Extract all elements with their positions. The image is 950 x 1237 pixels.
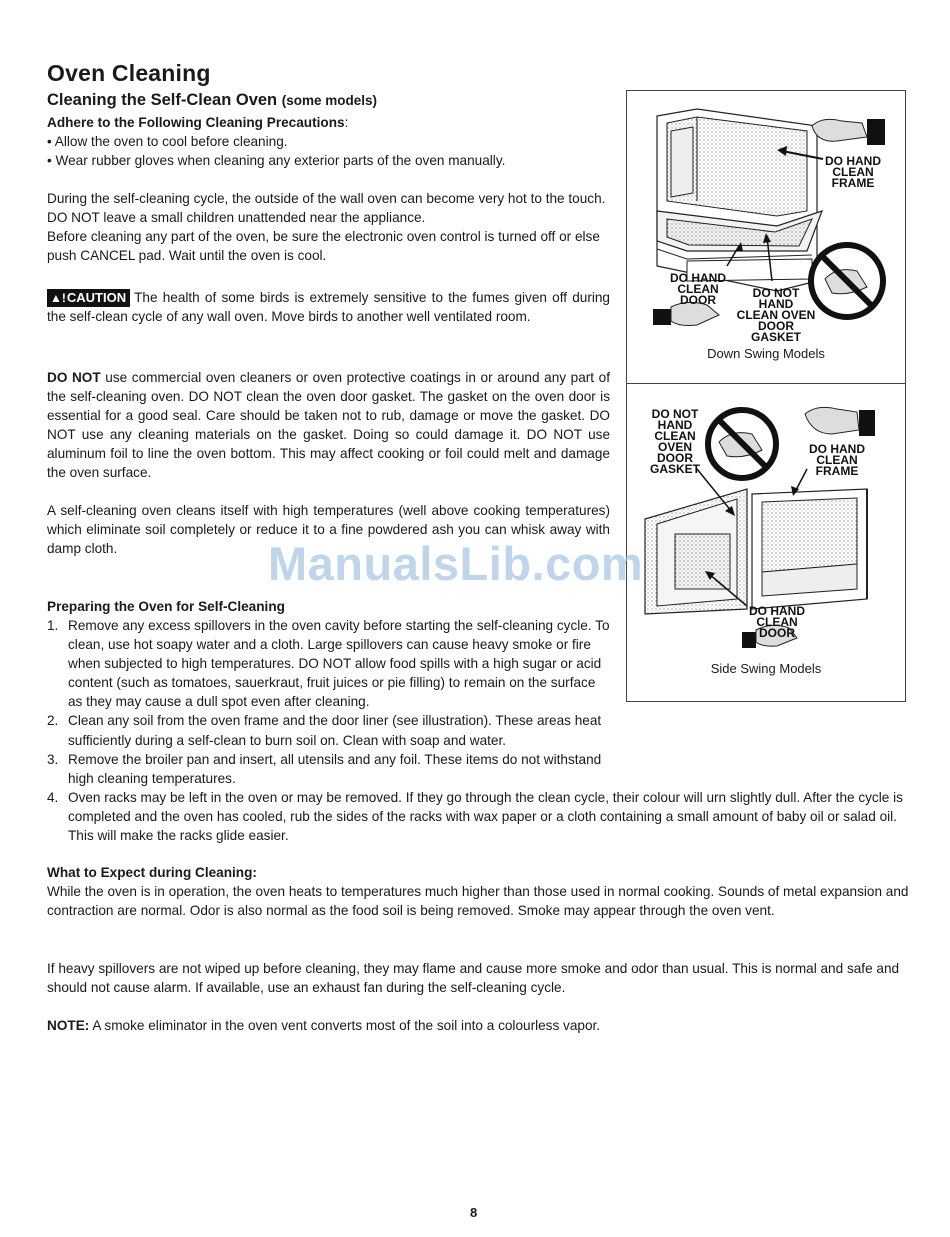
page-title: Oven Cleaning (47, 60, 211, 86)
step-number: 4. (47, 790, 59, 805)
list-item (47, 750, 612, 788)
bullet-item: • Allow the oven to cool before cleaning. (47, 134, 288, 150)
caption-side-swing: Side Swing Models (710, 661, 822, 676)
warning-triangle-icon: ▲! (50, 291, 66, 305)
list-item (47, 788, 907, 845)
caution-text: The health of some birds is extremely sensitive to the fumes given off during the self-clean cycle of any wall oven. Move birds to another well ventilated room. (47, 290, 610, 325)
glove-icon (812, 119, 885, 145)
label-line: CLEAN DOOR (756, 615, 798, 640)
step-text: Clean any soil from the oven frame and the door liner (see illustration). These areas heat sufficiently during a self-clean to burn soil on. Clean with soap and water. (68, 713, 602, 748)
label-line: GASKET (649, 462, 700, 476)
watermark: ManualsLib.com (268, 537, 644, 590)
precautions-heading (47, 113, 612, 132)
step-number: 3. (47, 751, 59, 767)
prohibited-icon (811, 245, 883, 317)
label-line: DO NOT (752, 286, 800, 300)
label-hand-clean-frame (818, 156, 888, 189)
label-hand-clean-door-side (738, 606, 816, 639)
step-text: Oven racks may be left in the oven or may be removed. If they go through the clean cycle, their colour will urn slightly dull. After the cycle is completed and the oven has cooled, rub the sides of the racks with wax paper or a cloth containing a small amount of baby oil or salad oil. This will make the racks glide easier. (68, 790, 903, 844)
label-line: DO HAND (825, 154, 881, 168)
caution-label: CAUTION (66, 290, 127, 305)
label-not-clean-gasket-side (638, 409, 712, 475)
expect-paragraph: While the oven is in operation, the oven heats to temperatures much higher than those used in normal cooking. Sounds of metal expansion and contraction are normal. Odor is also normal as the food soil is being removed. Smoke may appear through the oven vent. (47, 884, 909, 919)
preparing-heading: Preparing the Oven for Self-Cleaning (47, 599, 285, 614)
caution-badge (47, 289, 130, 307)
section-heading-text: Cleaning the Self-Clean Oven (47, 91, 278, 109)
step-number: 2. (47, 713, 59, 729)
precautions-block (47, 113, 612, 170)
preparing-steps (47, 616, 612, 788)
step-text: Remove any excess spillovers in the oven cavity before starting the self-cleaning cycle. To clean, use hot soapy water and a cloth. Large spillovers can cause heavy smoke or fire when subjected to high temperatures. DO NOT allow food spills with a high sugar or acid content (such as tomatoes, sauerkraut, fruit juices or pie filling) to remain on the surface as they may cause a dull spot even after cleaning. (68, 618, 610, 710)
label-line: CLEAN OVEN (736, 308, 816, 322)
list-item (47, 711, 612, 749)
prohibited-icon (708, 410, 776, 478)
self-clean-paragraph: A self-cleaning oven cleans itself with high temperatures (well above cooking temperatures) which eliminate soil completely or reduce it to a fine powdered ash you can whisk away with damp cloth. (47, 503, 610, 557)
label-not-clean-gasket (734, 288, 818, 343)
note-paragraph (47, 1016, 909, 1035)
expect-paragraph: If heavy spillovers are not wiped up before cleaning, they may flame and cause more smoke and odor than usual. This is normal and safe and should not cause alarm. If available, use an exhaust fan during the self-cleaning cycle. (47, 961, 900, 996)
donot-paragraph (47, 368, 610, 483)
intro-paragraphs (47, 189, 610, 265)
caution-paragraph (47, 288, 610, 326)
label-line: CLEAN OVEN (654, 429, 696, 454)
note-label: NOTE: (47, 1018, 90, 1033)
label-hand-clean-frame-side (797, 444, 877, 477)
list-item (47, 616, 612, 711)
section-heading-note: (some models) (281, 93, 378, 108)
label-line: CLEAN DOOR (677, 282, 719, 307)
label-line: CLEAN FRAME (831, 165, 875, 190)
note-text: A smoke eliminator in the oven vent converts most of the soil into a colourless vapor. (92, 1018, 601, 1033)
glove-icon (805, 407, 875, 436)
donot-text: use commercial oven cleaners or oven protective coatings in or around any part of the self-cleaning oven. DO NOT clean the oven door gasket. The gasket on the oven door is essential for a good seal. Care should be taken not to rub, damage or move the gasket. DO NOT use any cleaning materials on the gasket. Doing so could damage it. DO NOT use aluminum foil to line the oven bottom. This may affect cooking or foil could melt and damage the oven surface. (47, 370, 610, 481)
precautions-heading-text: Adhere to the Following Cleaning Precautions (47, 115, 345, 130)
paragraph: Before cleaning any part of the oven, be sure the electronic oven control is turned off or else push CANCEL pad. Wait until the oven is cool. (47, 229, 600, 264)
section-heading (47, 91, 377, 110)
page-number: 8 (470, 1205, 478, 1220)
label-line: DOOR (657, 451, 693, 465)
expect-heading: What to Expect during Cleaning: (47, 865, 257, 880)
label-hand-clean-door (659, 273, 737, 306)
step-number: 1. (47, 618, 59, 633)
label-line: DO NOT (651, 407, 699, 421)
bullet-item: • Wear rubber gloves when cleaning any exterior parts of the oven manually. (47, 153, 506, 169)
label-line: HAND (758, 297, 794, 311)
preparing-steps-wide (47, 788, 907, 845)
paragraph: During the self-cleaning cycle, the outside of the wall oven can become very hot to the touch. DO NOT leave a small children unattended near the appliance. (47, 191, 606, 226)
label-line: DO HAND (809, 442, 865, 456)
label-line: CLEAN FRAME (815, 453, 859, 478)
donot-label: DO NOT (47, 370, 101, 385)
step-text: Remove the broiler pan and insert, all utensils and any foil. These items do not withstand high cleaning temperatures. (68, 751, 602, 786)
label-line: DOOR GASKET (750, 319, 801, 344)
label-line: HAND (657, 418, 693, 432)
precautions-colon: : (344, 115, 349, 130)
label-line: DO HAND (749, 604, 805, 618)
caption-down-swing: Down Swing Models (707, 346, 825, 361)
label-line: DO HAND (670, 271, 726, 285)
